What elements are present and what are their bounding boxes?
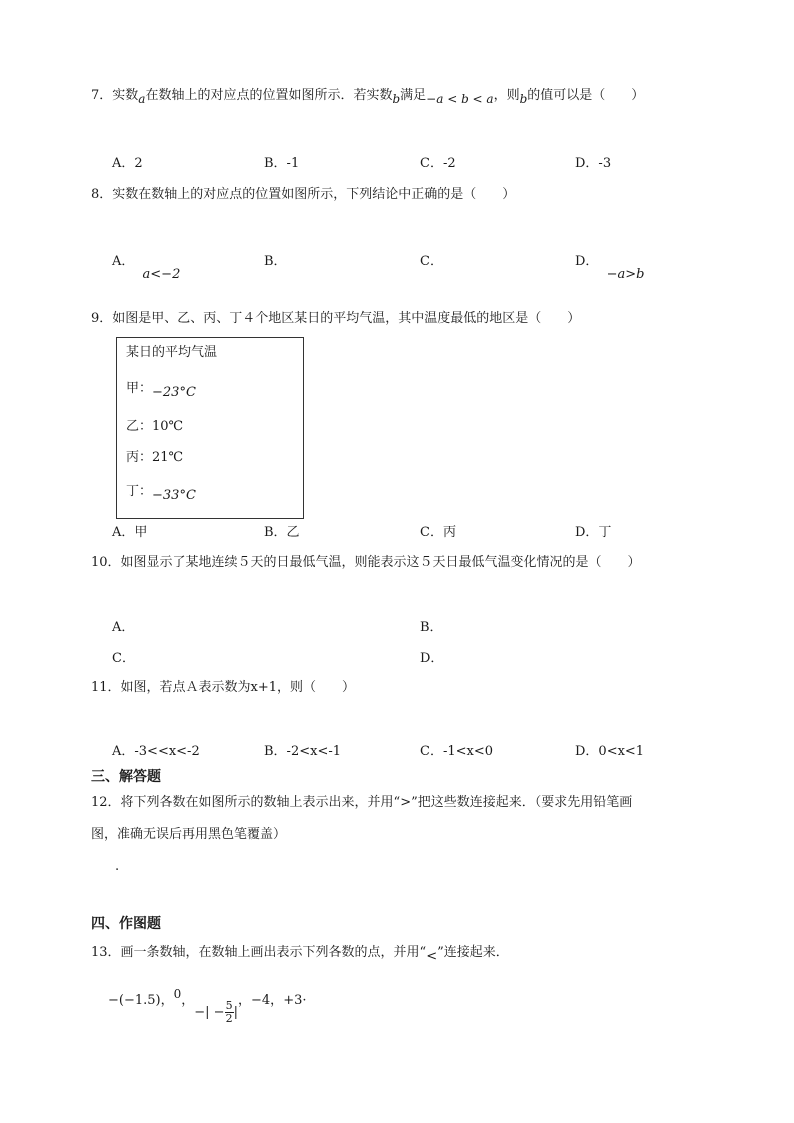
q8-option-d-label: D． <box>575 254 599 269</box>
section-4-title: 四、作图题 <box>91 916 161 932</box>
q13-frac-num: 5 <box>225 999 233 1012</box>
q12-stem-line2: 图，准确无误后再用黑色笔覆盖） <box>91 827 287 842</box>
q13-fraction <box>225 1000 234 1025</box>
q9-row-yi: 乙：10℃ <box>126 419 184 434</box>
q9-jia-value: −23°C <box>152 385 196 400</box>
q9-box-title: 某日的平均气温 <box>126 345 218 360</box>
q8-stem: 8．实数在数轴上的对应点的位置如图所示，下列结论中正确的是（ ） <box>91 187 516 202</box>
q7-text-4: ，则 <box>493 88 520 103</box>
q13-text-b: ”连接起来． <box>437 945 509 960</box>
q13-number-3 <box>194 999 238 1025</box>
q8-option-a-math: a<−2 <box>142 267 181 282</box>
q7-text-1: 实数 <box>112 88 139 103</box>
q13-less-than: < <box>426 949 438 964</box>
q13-number-1: −(−1.5) <box>108 993 161 1008</box>
q7-var-b2: b <box>519 92 528 106</box>
q13-sep-3: ， <box>237 993 251 1008</box>
q12-stem-line1: 12．将下列各数在如图所示的数轴上表示出来，并用“>”把这些数连接起来．（要求先用铅笔画 <box>91 795 633 810</box>
q10-option-b[interactable]: B． <box>420 620 443 635</box>
q13-frac-den: 2 <box>225 1012 233 1025</box>
q10-option-d[interactable]: D． <box>420 651 444 666</box>
q7-stem <box>91 86 644 105</box>
q11-option-c[interactable]: C．-1<x<0 <box>420 744 493 759</box>
q9-option-a[interactable]: A．甲 <box>112 525 148 540</box>
q11-option-b[interactable]: B．-2<x<-1 <box>264 744 341 759</box>
q7-inequality: −a < b < a <box>426 92 494 106</box>
q7-var-a: a <box>138 92 146 106</box>
q9-stem: 9．如图是甲、乙、丙、丁４个地区某日的平均气温，其中温度最低的地区是（ ） <box>91 311 581 326</box>
q13-sep-1: ， <box>160 993 174 1008</box>
q13-sep-4: ， <box>270 993 284 1008</box>
q13-abs-close: | <box>233 1005 238 1020</box>
q13-sep-2: ， <box>181 993 195 1008</box>
q10-option-c[interactable]: C． <box>112 651 135 666</box>
q9-option-d[interactable]: D．丁 <box>575 525 612 540</box>
q11-stem: 11．如图，若点Ａ表示数为x+1，则（ ） <box>91 680 356 695</box>
q8-option-b[interactable]: B． <box>264 254 287 269</box>
q9-option-c[interactable]: C．丙 <box>420 525 456 540</box>
q13-text-a: 13．画一条数轴，在数轴上画出表示下列各数的点，并用“ <box>91 945 427 960</box>
q9-jia-label: 甲： <box>126 381 153 396</box>
q8-option-a-label: A． <box>112 254 135 269</box>
q9-row-jia <box>126 380 196 398</box>
q8-option-c[interactable]: C． <box>420 254 443 269</box>
section-3-title: 三、解答题 <box>91 769 161 785</box>
q13-number-4: −4 <box>251 993 271 1008</box>
q13-number-2: 0 <box>173 987 182 1001</box>
q7-text-2: 在数轴上的对应点的位置如图所示．若实数 <box>145 88 393 103</box>
q7-option-b[interactable]: B．-1 <box>264 156 300 171</box>
q9-option-b[interactable]: B．乙 <box>264 525 300 540</box>
q13-number-5: +3 <box>283 993 303 1008</box>
q11-option-a[interactable]: A．-3<<x<-2 <box>112 744 200 759</box>
q9-row-ding <box>126 483 196 501</box>
q9-ding-value: −33°C <box>152 488 196 503</box>
q13-numbers <box>108 987 307 1025</box>
q7-number: 7． <box>91 88 113 103</box>
q13-abs-open: −| − <box>194 1005 225 1020</box>
q7-option-d[interactable]: D．-3 <box>575 156 612 171</box>
q11-option-d[interactable]: D．0<x<1 <box>575 744 645 759</box>
q10-option-a[interactable]: A． <box>112 620 135 635</box>
q10-stem: 10．如图显示了某地连续５天的日最低气温，则能表示这５天日最低气温变化情况的是（ ） <box>91 555 641 570</box>
q8-option-d[interactable] <box>575 253 645 282</box>
q8-option-d-math: −a>b <box>606 267 645 282</box>
q12-dot: . <box>115 859 120 874</box>
q7-var-b: b <box>392 92 401 106</box>
q8-option-a[interactable] <box>112 253 181 282</box>
q7-text-5: 的值可以是（ ） <box>527 88 645 103</box>
q13-end: · <box>302 993 307 1008</box>
q9-row-bing: 丙：21℃ <box>126 450 184 465</box>
q7-text-3: 满足 <box>400 88 427 103</box>
q9-ding-label: 丁： <box>126 484 153 499</box>
q13-stem <box>91 944 509 962</box>
q7-option-c[interactable]: C．-2 <box>420 156 456 171</box>
q7-option-a[interactable]: A．2 <box>112 156 143 171</box>
